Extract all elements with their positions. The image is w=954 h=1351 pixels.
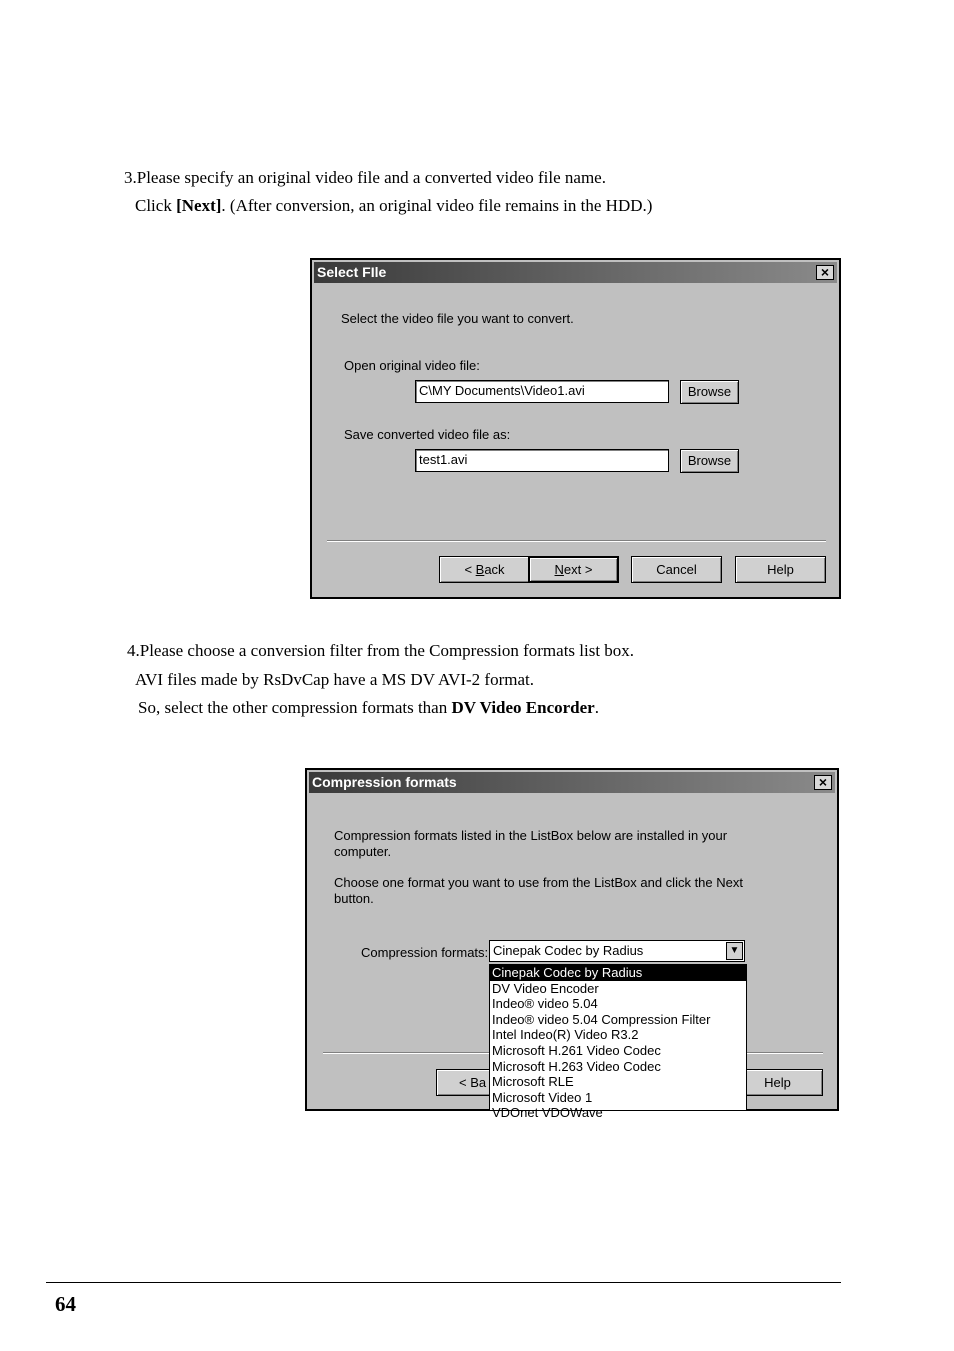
open-original-label: Open original video file: [344, 358, 480, 373]
step4-line3-post: . [594, 698, 599, 717]
select-file-instruction: Select the video file you want to convert. [341, 311, 574, 326]
open-original-input[interactable]: C\MY Documents\Video1.avi [415, 380, 669, 403]
step4-line3-pre: So, select the other compression formats than [138, 698, 452, 717]
browse-original-button[interactable]: Browse [680, 380, 739, 404]
list-item[interactable]: Intel Indeo(R) Video R3.2 [492, 1027, 639, 1043]
save-converted-input[interactable]: test1.avi [415, 449, 669, 472]
select-file-titlebar[interactable] [314, 262, 837, 283]
save-converted-label: Save converted video file as: [344, 427, 511, 442]
compression-desc-2a: Choose one format you want to use from the ListBox and click the Next [334, 875, 743, 890]
compression-selected-value: Cinepak Codec by Radius [493, 943, 644, 958]
list-item[interactable]: Microsoft Video 1 [492, 1089, 593, 1105]
list-item[interactable]: Cinepak Codec by Radius [490, 965, 746, 981]
page-number: 64 [55, 1292, 76, 1316]
compression-title: Compression formats [312, 774, 457, 790]
compression-titlebar[interactable] [309, 772, 835, 793]
help-button[interactable]: Help [732, 1069, 823, 1096]
list-item[interactable]: Indeo® video 5.04 Compression Filter [492, 1011, 711, 1027]
close-icon[interactable]: × [816, 265, 834, 280]
back-accel: B [475, 562, 485, 577]
step3-line2-post: . (After conversion, an original video file remains in the HDD.) [221, 196, 653, 215]
step4-line2: AVI files made by RsDvCap have a MS DV AVI-2 format. [135, 670, 534, 689]
step3-line1: 3.Please specify an original video file and a converted video file name. [124, 168, 606, 187]
back-button[interactable] [439, 556, 530, 583]
help-button[interactable]: Help [735, 556, 826, 583]
list-item[interactable]: Microsoft RLE [492, 1074, 574, 1090]
compression-desc-1b: computer. [334, 844, 392, 859]
step4-line1: 4.Please choose a conversion filter from the Compression formats list box. [127, 641, 635, 660]
list-item[interactable]: Indeo® video 5.04 [492, 996, 598, 1012]
cancel-button[interactable]: Cancel [631, 556, 722, 583]
list-item[interactable]: Microsoft H.261 Video Codec [492, 1042, 661, 1058]
list-item[interactable]: VDOnet VDOWave [492, 1105, 603, 1121]
next-accel: N [554, 562, 564, 577]
step3-next-emphasis: [Next] [176, 196, 222, 215]
compression-formats-dialog [305, 768, 839, 1121]
compression-desc-2b: button. [334, 891, 374, 906]
browse-converted-button[interactable]: Browse [680, 449, 739, 473]
select-file-separator [327, 540, 826, 542]
step4-dv-emphasis: DV Video Encorder [451, 698, 595, 717]
compression-formats-select[interactable] [489, 940, 745, 962]
select-file-title: Select FIle [317, 264, 387, 280]
back-rest: ack [484, 562, 505, 577]
compression-desc-1a: Compression formats listed in the ListBox below are installed in your [334, 828, 728, 843]
close-icon[interactable]: × [814, 775, 832, 790]
step3-line2-pre: Click [135, 196, 177, 215]
footer-rule [46, 1282, 841, 1283]
next-button[interactable] [528, 556, 619, 583]
compression-formats-label: Compression formats: [361, 945, 489, 960]
chevron-down-icon[interactable]: ▼ [726, 942, 743, 960]
next-rest: ext > [563, 562, 593, 577]
select-file-dialog [310, 258, 841, 599]
compression-formats-list[interactable] [489, 964, 747, 1121]
step4-line3 [138, 694, 599, 722]
list-item[interactable]: DV Video Encoder [492, 980, 599, 996]
step3-line2 [135, 192, 652, 220]
list-item[interactable]: Microsoft H.263 Video Codec [492, 1058, 661, 1074]
back-button-partial[interactable]: < Ba [436, 1069, 496, 1096]
back-prefix: < [464, 562, 476, 577]
